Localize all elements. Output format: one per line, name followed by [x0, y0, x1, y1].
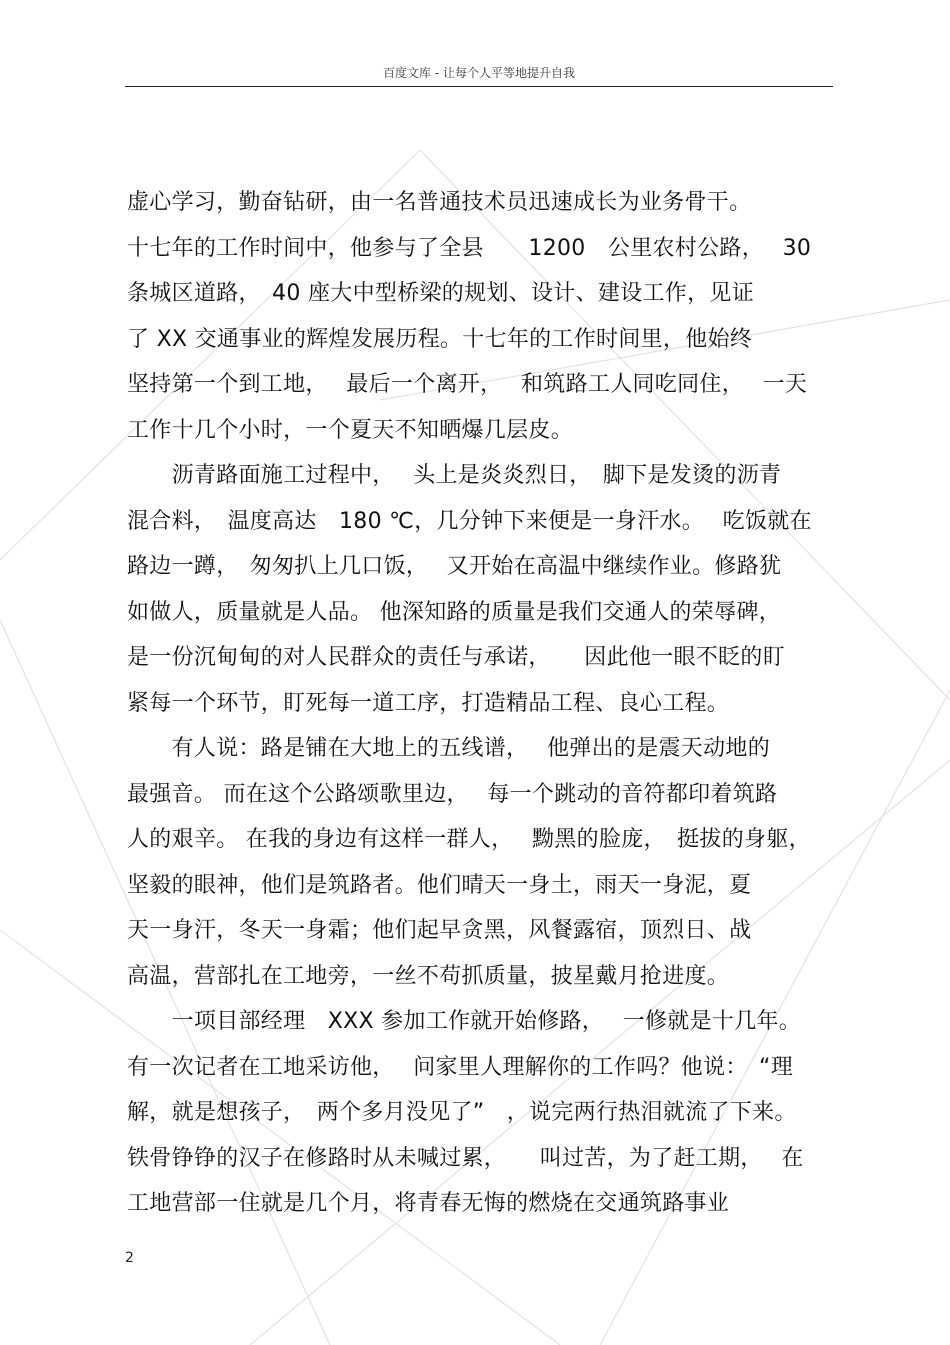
text-line: 人的艰辛。 在我的身边有这样一群人， 黝黑的脸庞， 挺拔的身躯，	[127, 827, 811, 852]
text-line: 是一份沉甸甸的对人民群众的责任与承诺， 因此他一眼不眨的盯	[127, 645, 786, 670]
text-line: 有人说：路是铺在大地上的五线谱， 他弹出的是震天动地的	[127, 736, 770, 761]
text-line: 如做人，质量就是人品。 他深知路的质量是我们交通人的荣辱碑，	[127, 599, 781, 625]
text-line: 坚持第一个到工地， 最后一个离开， 和筑路工人同吃同住， 一天	[127, 372, 808, 397]
text-line: 混合料， 温度高达 180 ℃，几分钟下来便是一身汗水。 吃饭就在	[127, 508, 812, 534]
body-text	[127, 180, 833, 1227]
page-number: 2	[125, 1250, 134, 1266]
text-line: 高温，营部扎在工地旁，一丝不苟抓质量，披星戴月抢进度。	[127, 963, 730, 989]
text-line: 工作十几个小时，一个夏天不知晒爆几层皮。	[127, 417, 574, 443]
text-line: 条城区道路， 40 座大中型桥梁的规划、设计、建设工作，见证	[127, 281, 754, 306]
text-line: 最强音。 而在这个公路颂歌里边， 每一个跳动的音符都印着筑路	[127, 781, 778, 807]
text-line: 坚毅的眼神，他们是筑路者。他们晴天一身土，雨天一身泥，夏	[127, 872, 752, 898]
text-line: 虚心学习，勤奋钻研，由一名普通技术员迅速成长为业务骨干。	[127, 190, 752, 215]
text-line: 十七年的工作时间中，他参与了全县 1200 公里农村公路， 30	[127, 235, 812, 261]
text-line: 工地营部一住就是几个月，将青春无悔的燃烧在交通筑路事业	[127, 1191, 730, 1216]
text-line: 紧每一个环节，盯死每一道工序，打造精品工程、良心工程。	[127, 690, 730, 716]
text-line: 铁骨铮铮的汉子在修路时从未喊过累， 叫过苦，为了赶工期， 在	[127, 1145, 804, 1171]
text-line: 一项目部经理 XXX 参加工作就开始修路， 一修就是十几年。	[127, 1009, 802, 1034]
page-header: 百度文库 - 让每个人平等地提升自我	[383, 66, 575, 80]
text-line: 了 XX 交通事业的辉煌发展历程。十七年的工作时间里，他始终	[127, 326, 753, 352]
text-line: 天一身汗，冬天一身霜；他们起早贪黑，风餐露宿，顶烈日、战	[127, 918, 752, 943]
text-line: 解，就是想孩子， 两个多月没见了” ，说完两行热泪就流了下来。	[127, 1100, 797, 1125]
header-rule	[125, 86, 833, 87]
text-line: 沥青路面施工过程中， 头上是炎炎烈日， 脚下是发烫的沥青	[127, 463, 782, 488]
text-line: 有一次记者在工地采访他， 问家里人理解你的工作吗？他说： “理	[127, 1054, 793, 1080]
text-line: 路边一蹲， 匆匆扒上几口饭， 又开始在高温中继续作业。修路犹	[127, 554, 782, 579]
